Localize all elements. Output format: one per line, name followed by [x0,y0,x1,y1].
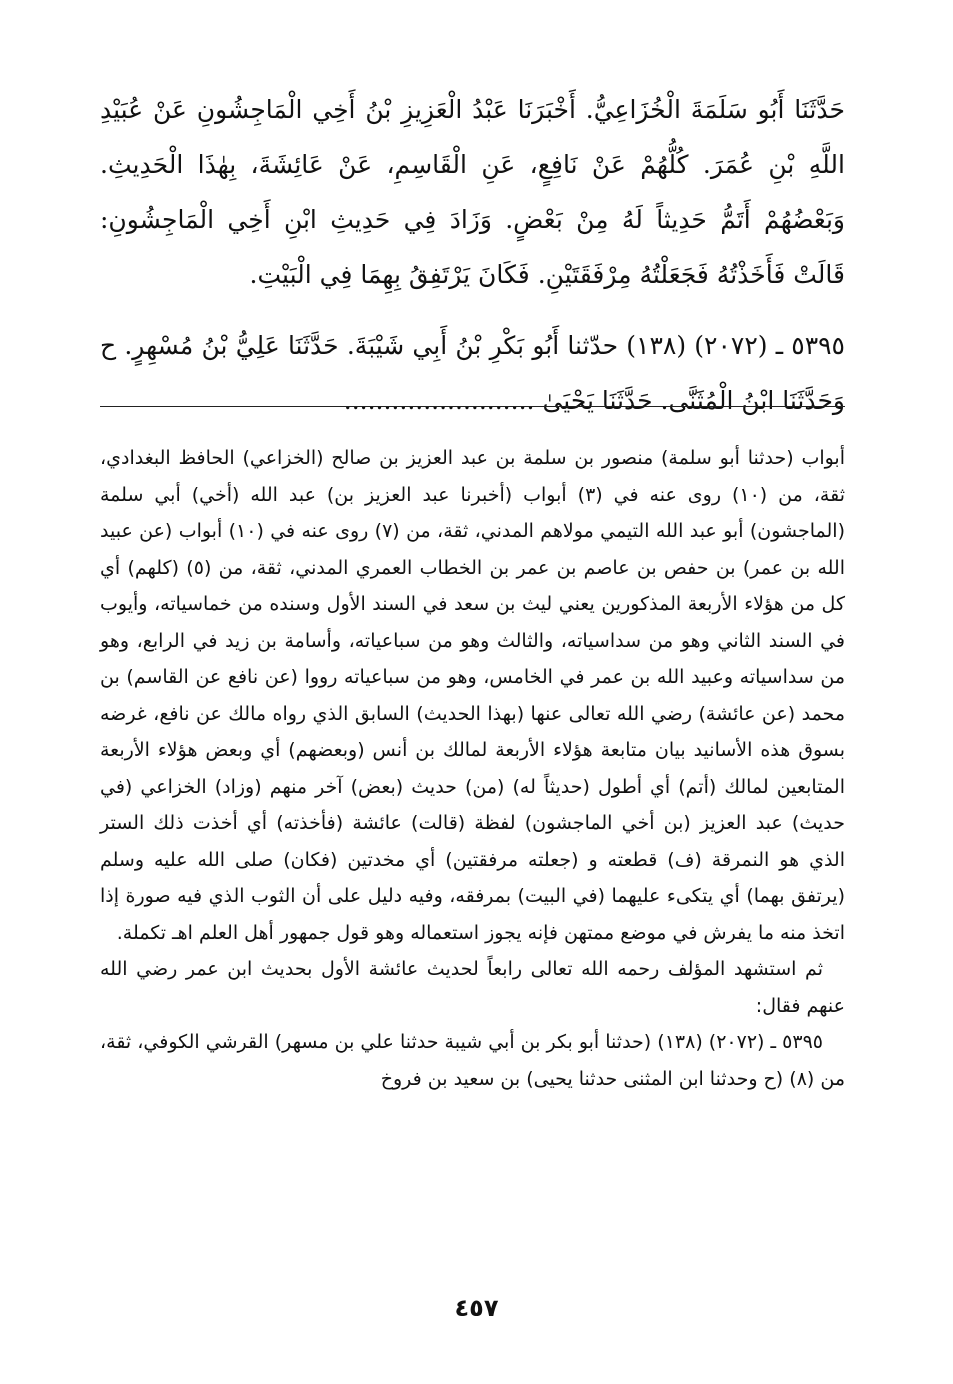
commentary-paragraph: ثم استشهد المؤلف رحمه الله تعالى رابعاً لحديث عائشة الأول بحديث ابن عمر رضي الله عنهم فقال: [100,958,845,1017]
page-number: ٤٥٧ [454,1294,499,1322]
commentary-text [100,440,845,1097]
hadith-isnad-text: ٥٣٩٥ ـ (٢٠٧٢) (١٣٨) حدّثنا أَبُو بَكْرِ بْنُ أَبِي شَيْبَةَ. حَدَّثَنَا عَلِيُّ بْنُ مُسْهِرٍ. ح وَحَدَّثَنَا ابْنُ الْمُثَنَّى. حَدَّثَنَا يَحْيَىٰ [100,331,845,415]
hadith-isnad-paragraph [100,318,845,428]
hadith-text [100,82,845,428]
footnote-divider [100,406,845,407]
hadith-paragraph: حَدَّثَنَا أَبُو سَلَمَةَ الْخُزَاعِيُّ. أَخْبَرَنَا عَبْدُ الْعَزِيزِ بْنُ أَخِي الْمَاجِشُونِ عَنْ عُبَيْدِ اللَّهِ بْنِ عُمَرَ. كُلُّهُمْ عَنْ نَافِعٍ، عَنِ الْقَاسِمِ، عَنْ عَائِشَةَ، بِهٰذَا الْحَدِيثِ. وَبَعْضُهُمْ أَتَمُّ حَدِيثاً لَهُ مِنْ بَعْضٍ. وَزَادَ فِي حَدِيثِ ابْنِ أَخِي الْمَاجِشُونِ: قَالَتْ فَأَخَذْتُهُ فَجَعَلْتُهُ مِرْفَقَتَيْنِ. فَكَانَ يَرْتَفِقُ بِهِمَا فِي الْبَيْتِ. [100,95,845,289]
continuation-dots: ........................ [343,386,535,415]
commentary-paragraph: أبواب (حدثنا أبو سلمة) منصور بن سلمة بن عبد العزيز بن صالح (الخزاعي) الحافظ البغدادي، ثقة، من (١٠) روى عنه في (٣) أبواب (أخبرنا عبد العزيز بن) عبد الله (أخي) أبي سلمة (الماجشون) أبو عبد الله التيمي مولاهم المدني، ثقة، من (٧) روى عنه في (١٠) أبواب (عن عبيد الله بن عمر) بن حفص بن عاصم بن عمر بن الخطاب العمري المدني، ثقة، من (٥) (كلهم) أي كل من هؤلاء الأربعة المذكورين يعني ليث بن سعد في السند الأول وسنده من خماسياته، وأيوب في السند الثاني وهو من سداسياته، والثالث وهو من سباعياته، وأسامة بن زيد في الرابع، وهو من سداسياته وعبيد الله بن عمر في الخامس، وهو من سباعياته رووا (عن نافع عن القاسم) بن محمد (عن عائشة) رضي الله تعالى عنها (بهذا الحديث) السابق الذي رواه مالك عن نافع، غرضه بسوق هذه الأسانيد بيان متابعة هؤلاء الأربعة لمالك بن أنس (وبعضهم) أي وبعض هؤلاء الأربعة المتابعين لمالك (أتم) أي أطول (حديثاً له) (من) حديث (بعض) آخر منهم (وزاد) الخزاعي (في حديث) عبد العزيز (بن أخي الماجشون) لفظة (قالت) عائشة (فأخذته) أي أخذت ذلك الستر الذي هو النمرقة (ف) قطعته و (جعلته مرفقتين) أي مخدتين (فكان) صلى الله عليه وسلم (يرتفق بهما) أي يتكىء عليهما (في البيت) بمرفقه، وفيه دليل على أن الثوب الذي فيه صورة إذا اتخذ منه ما يفرش في موضع ممتهن فإنه يجوز استعماله وهو قول جمهور أهل العلم اهـ تكملة. [100,447,845,944]
commentary-paragraph: ٥٣٩٥ ـ (٢٠٧٢) (١٣٨) (حدثنا أبو بكر بن أبي شيبة حدثنا علي بن مسهر) القرشي الكوفي، ثقة، من (٨) (ح وحدثنا ابن المثنى حدثنا يحيى) بن سعيد بن فروخ [100,1031,845,1090]
